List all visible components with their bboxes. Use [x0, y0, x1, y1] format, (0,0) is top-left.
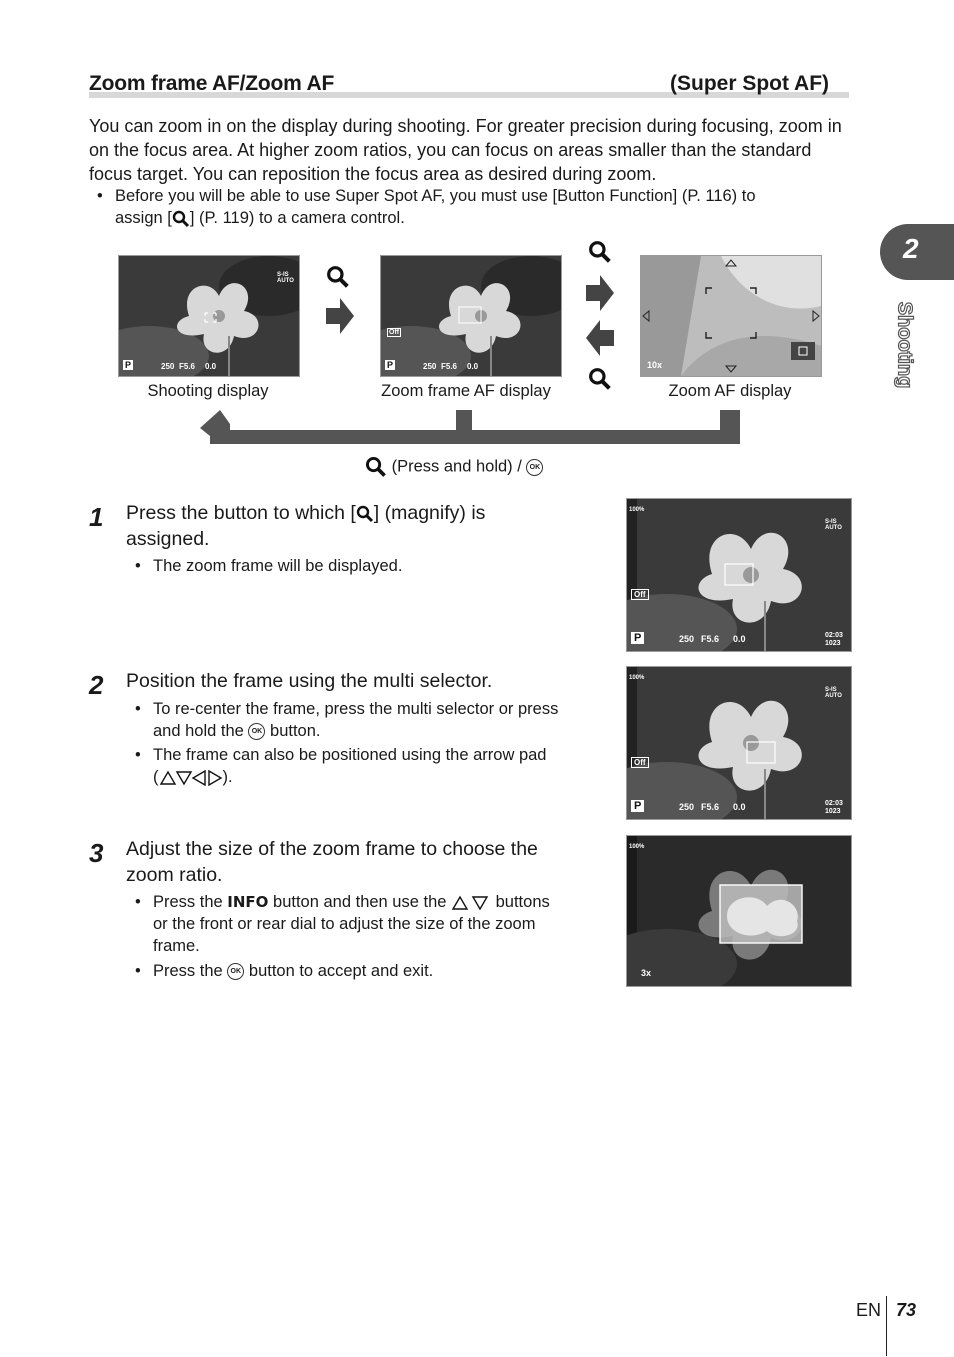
shooting-display-screen: P 250 F5.6 0.0 S-IS AUTO — [118, 255, 300, 377]
flower-image — [627, 499, 851, 651]
return-arrow — [190, 406, 746, 446]
footer-divider — [886, 1296, 887, 1356]
ok-button-icon: OK — [227, 963, 244, 980]
svg-text:Shooting: Shooting — [893, 301, 916, 389]
caption-zoom-frame-af: Zoom frame AF display — [381, 382, 551, 400]
arrow-right-icon — [586, 275, 614, 311]
flower-image — [381, 256, 561, 376]
zoom-frame-af-screen: P 250 F5.6 0.0 Off — [380, 255, 562, 377]
arrow-left-icon — [586, 320, 614, 356]
magnify-icon — [356, 505, 374, 523]
arrow-pad-icons — [159, 770, 223, 786]
step-3-number: 3 — [89, 838, 104, 868]
step-3-bullet-2: • Press the OK button to accept and exit. — [135, 962, 434, 980]
flower-image — [119, 256, 299, 376]
magnify-icon — [172, 210, 190, 228]
ok-button-icon: OK — [526, 459, 543, 476]
page-number: 73 — [896, 1300, 917, 1320]
section-title: Zoom frame AF/Zoom AF — [89, 72, 335, 95]
flower-image — [627, 667, 851, 819]
step-2-bullet-2: • The frame can also be positioned using the arrow pad ( ). — [135, 746, 547, 786]
step-2-screen: P 250 F5.6 0.0 Off 02:03 1023 S-IS AUTO 100% — [626, 666, 852, 820]
step-1-screen: P 250 F5.6 0.0 Off 02:03 1023 S-IS AUTO 100% — [626, 498, 852, 652]
ok-button-icon: OK — [248, 723, 265, 740]
return-instruction: (Press and hold) / OK — [365, 456, 543, 478]
footer-language: EN — [856, 1300, 882, 1320]
dimmed-flower-image — [627, 836, 851, 986]
step-3-bullet-1: • Press the INFO button and then use the buttons or the front or rear dial to adjust the size of the zoom frame. — [135, 893, 550, 955]
intro-bullet: • Before you will be able to use Super Spot AF, you must use [Button Function] (P. 116) to assign [ ] (P. 119) to a camera control. — [97, 187, 756, 227]
step-2-number: 2 — [89, 670, 104, 700]
zoom-af-screen: 10x — [640, 255, 822, 377]
chapter-number: 2 — [903, 233, 919, 264]
step-1-bullet: • The zoom frame will be displayed. — [135, 557, 403, 575]
intro-paragraph: You can zoom in on the display during shooting. For greater precision during focusing, zoom in on the focus area. At higher zoom ratios, you can focus on areas smaller than the standard focus target. You can reposition the focus area as desired during zoom. — [89, 116, 842, 184]
up-down-buttons-icon — [451, 895, 491, 911]
zoomed-flower-image — [641, 256, 821, 376]
magnify-icon — [588, 367, 612, 396]
step-1-number: 1 — [89, 502, 104, 532]
magnify-icon — [326, 265, 350, 294]
magnify-icon — [588, 240, 612, 269]
step-2-text: Position the frame using the multi selector. — [126, 670, 493, 692]
chapter-side-label — [889, 290, 919, 400]
caption-zoom-af: Zoom AF display — [668, 382, 792, 400]
caption-shooting-display: Shooting display — [147, 382, 269, 400]
step-1-text: Press the button to which [ ] (magnify) is assigned. — [126, 502, 486, 550]
step-3-screen: 3x 100% — [626, 835, 852, 987]
arrow-right-icon — [326, 298, 354, 334]
step-2-bullet-1: • To re-center the frame, press the multi selector or press and hold the OK button. — [135, 700, 559, 740]
section-title-suffix: (Super Spot AF) — [670, 72, 830, 95]
magnify-icon — [365, 456, 387, 478]
step-3-text: Adjust the size of the zoom frame to choose the zoom ratio. — [126, 838, 538, 886]
